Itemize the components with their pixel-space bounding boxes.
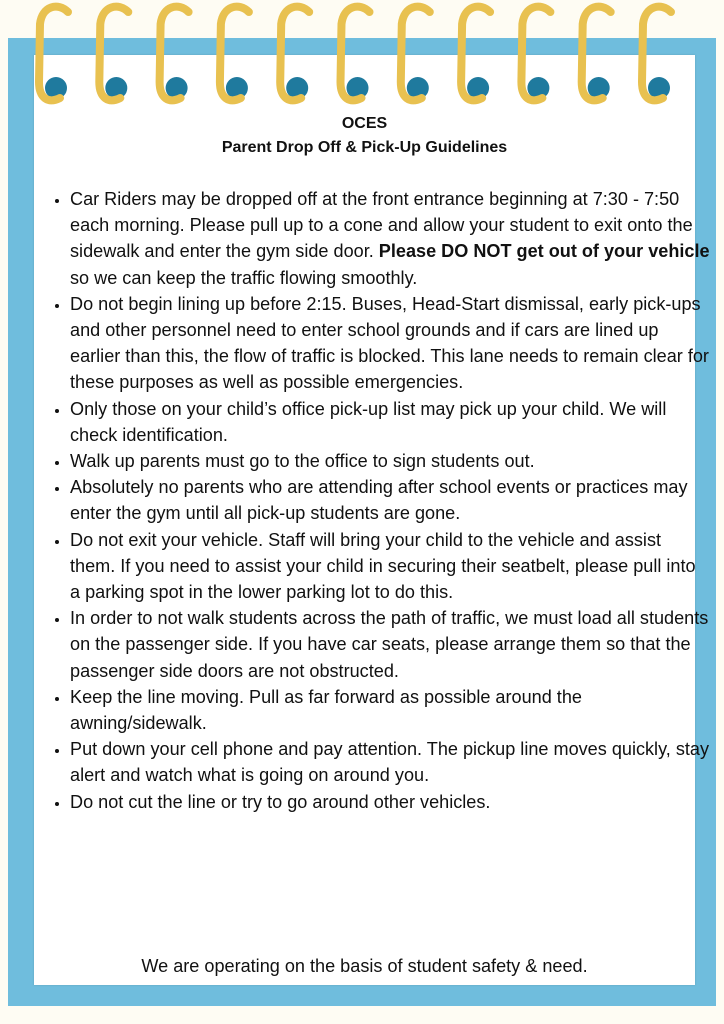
guideline-emphasis: Please DO NOT get out of your vehicle bbox=[378, 241, 710, 262]
guideline-item: • Walk up parents must go to the office to sign students out. bbox=[70, 448, 710, 474]
guideline-item: • Only those on your child’s office pick-up list may pick up your child. We will check identification. bbox=[70, 396, 710, 448]
guideline-item: • Absolutely no parents who are attending after school events or practices may enter the gym until all pick-up students are gone. bbox=[70, 474, 710, 526]
guideline-item: • In order to not walk students across the path of traffic, we must load all students on the passenger side. If you have car seats, please arrange them so that the passenger side doors are not obstructed. bbox=[70, 605, 710, 684]
guideline-item: • Do not cut the line or try to go around other vehicles. bbox=[70, 789, 710, 815]
guideline-item: • Put down your cell phone and pay attention. The pickup line moves quickly, stay alert and watch what is going on around you. bbox=[70, 736, 710, 788]
spiral-binding-rings bbox=[0, 0, 724, 110]
guideline-item: • Keep the line moving. Pull as far forward as possible around the awning/sidewalk. bbox=[70, 684, 710, 736]
page-title: Parent Drop Off & Pick-Up Guidelines bbox=[221, 139, 508, 156]
guideline-item: • Do not exit your vehicle. Staff will bring your child to the vehicle and assist them. If you need to assist your child in securing their seatbelt, please pull into a parking spot in the lower parking lot to do this. bbox=[70, 527, 710, 606]
school-name: OCES bbox=[341, 115, 388, 132]
guideline-item: • Car Riders may be dropped off at the front entrance beginning at 7:30 - 7:50 each morning. Please pull up to a cone and allow your student to exit onto the sidewalk and enter the gym side door. Please DO NOT get out of your vehicle so we can keep the traffic flowing smoothly. bbox=[70, 186, 710, 291]
closing-statement: We are operating on the basis of student safety & need. bbox=[141, 956, 588, 976]
guidelines-list bbox=[48, 186, 710, 815]
guideline-item: • Do not begin lining up before 2:15. Buses, Head-Start dismissal, early pick-ups and other personnel need to enter school grounds and if cars are lined up earlier than this, the flow of traffic is blocked. This lane needs to remain clear for these purposes as well as possible emergencies. bbox=[70, 291, 710, 396]
